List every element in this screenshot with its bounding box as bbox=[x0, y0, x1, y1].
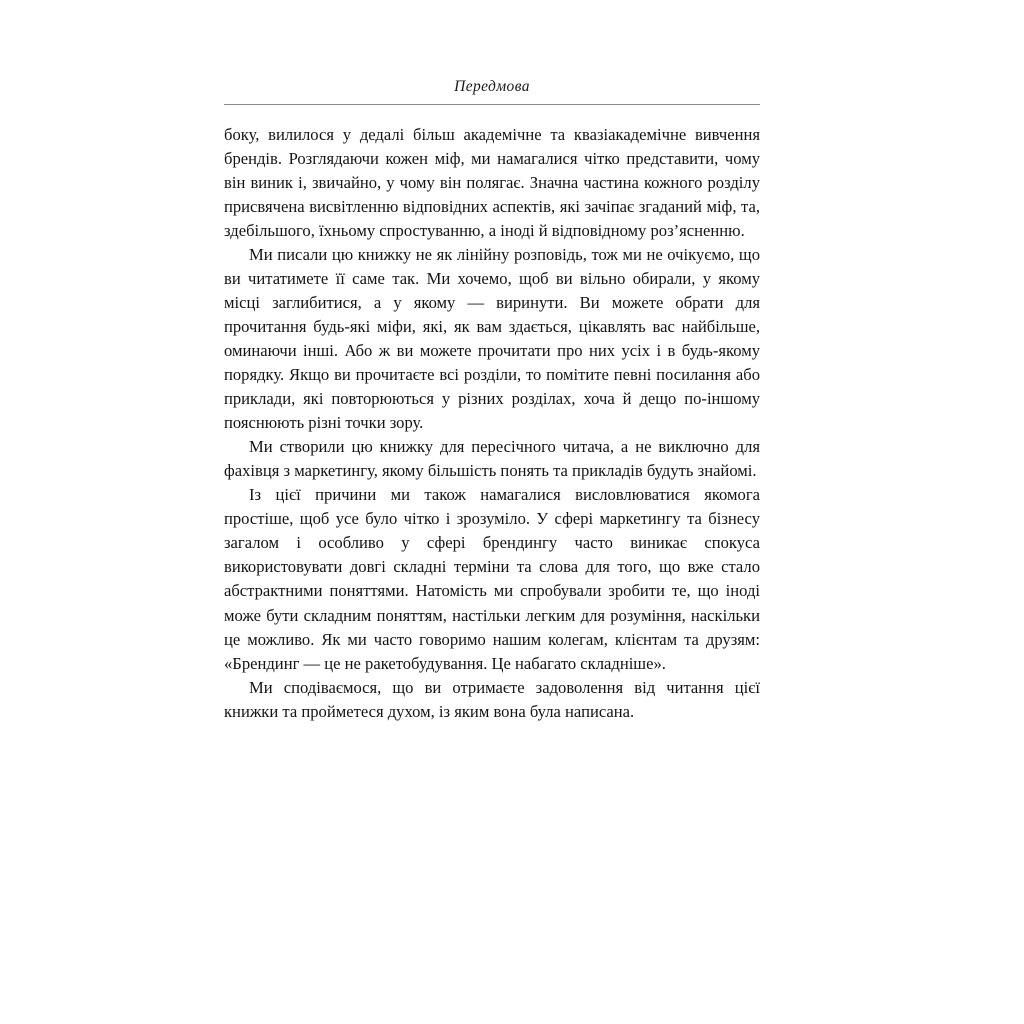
paragraph: Ми писали цю книжку не як лінійну розповідь, тож ми не очікуємо, що ви читатимете її саме так. Ми хочемо, щоб ви вільно обирали, у якому місці заглибитися, а у якому — виринути. Ви можете обрати для прочитання будь-які міфи, які, як вам здається, цікавлять вас найбільше, оминаючи інші. Або ж ви можете прочитати про них усіх і в будь-якому порядку. Якщо ви прочитаєте всі розділи, то помітите певні посилання або приклади, які повторюються у різних розділах, хоча й дещо по-іншому пояснюють різні точки зору. bbox=[224, 244, 760, 433]
paragraph: Ми сподіваємося, що ви отримаєте задоволення від читання цієї книжки та пройметеся духом, із яким вона була написана. bbox=[224, 677, 760, 721]
header-divider bbox=[224, 104, 760, 105]
paragraph: Із цієї причини ми також намагалися висловлюватися якомога простіше, щоб усе було чітко і зрозуміло. У сфері маркетингу та бізнесу загалом і особливо у сфері брендингу часто виникає спокуса використовувати довгі складні терміни та слова для того, що вже стало абстрактними поняттями. Натомість ми спробували зробити те, що іноді може бути складним поняттям, настільки легким для розуміння, наскільки це можливо. Як ми часто говоримо нашим колегам, клієнтам та друзям: «Брендинг — це не ракетобудування. Це набагато складніше». bbox=[224, 485, 760, 673]
page-content bbox=[224, 78, 760, 724]
paragraph: Ми створили цю книжку для пересічного читача, а не виключно для фахівця з маркетингу, якому більшість понять та прикладів будуть знайомі. bbox=[224, 437, 760, 481]
paragraph: боку, вилилося у дедалі більш академічне та квазіакадемічне вивчення брендів. Розглядаючи кожен міф, ми намагалися чітко представити, чому він виник і, звичайно, у чому він полягає. Значна частина кожного розділу присвячена висвітленню відповідних аспектів, які зачіпає згаданий міф, та, здебільшого, їхньому спростуванню, а іноді й відповідному роз’ясненню. bbox=[224, 124, 760, 240]
body-text bbox=[224, 123, 760, 724]
running-head: Передмова bbox=[454, 78, 530, 95]
